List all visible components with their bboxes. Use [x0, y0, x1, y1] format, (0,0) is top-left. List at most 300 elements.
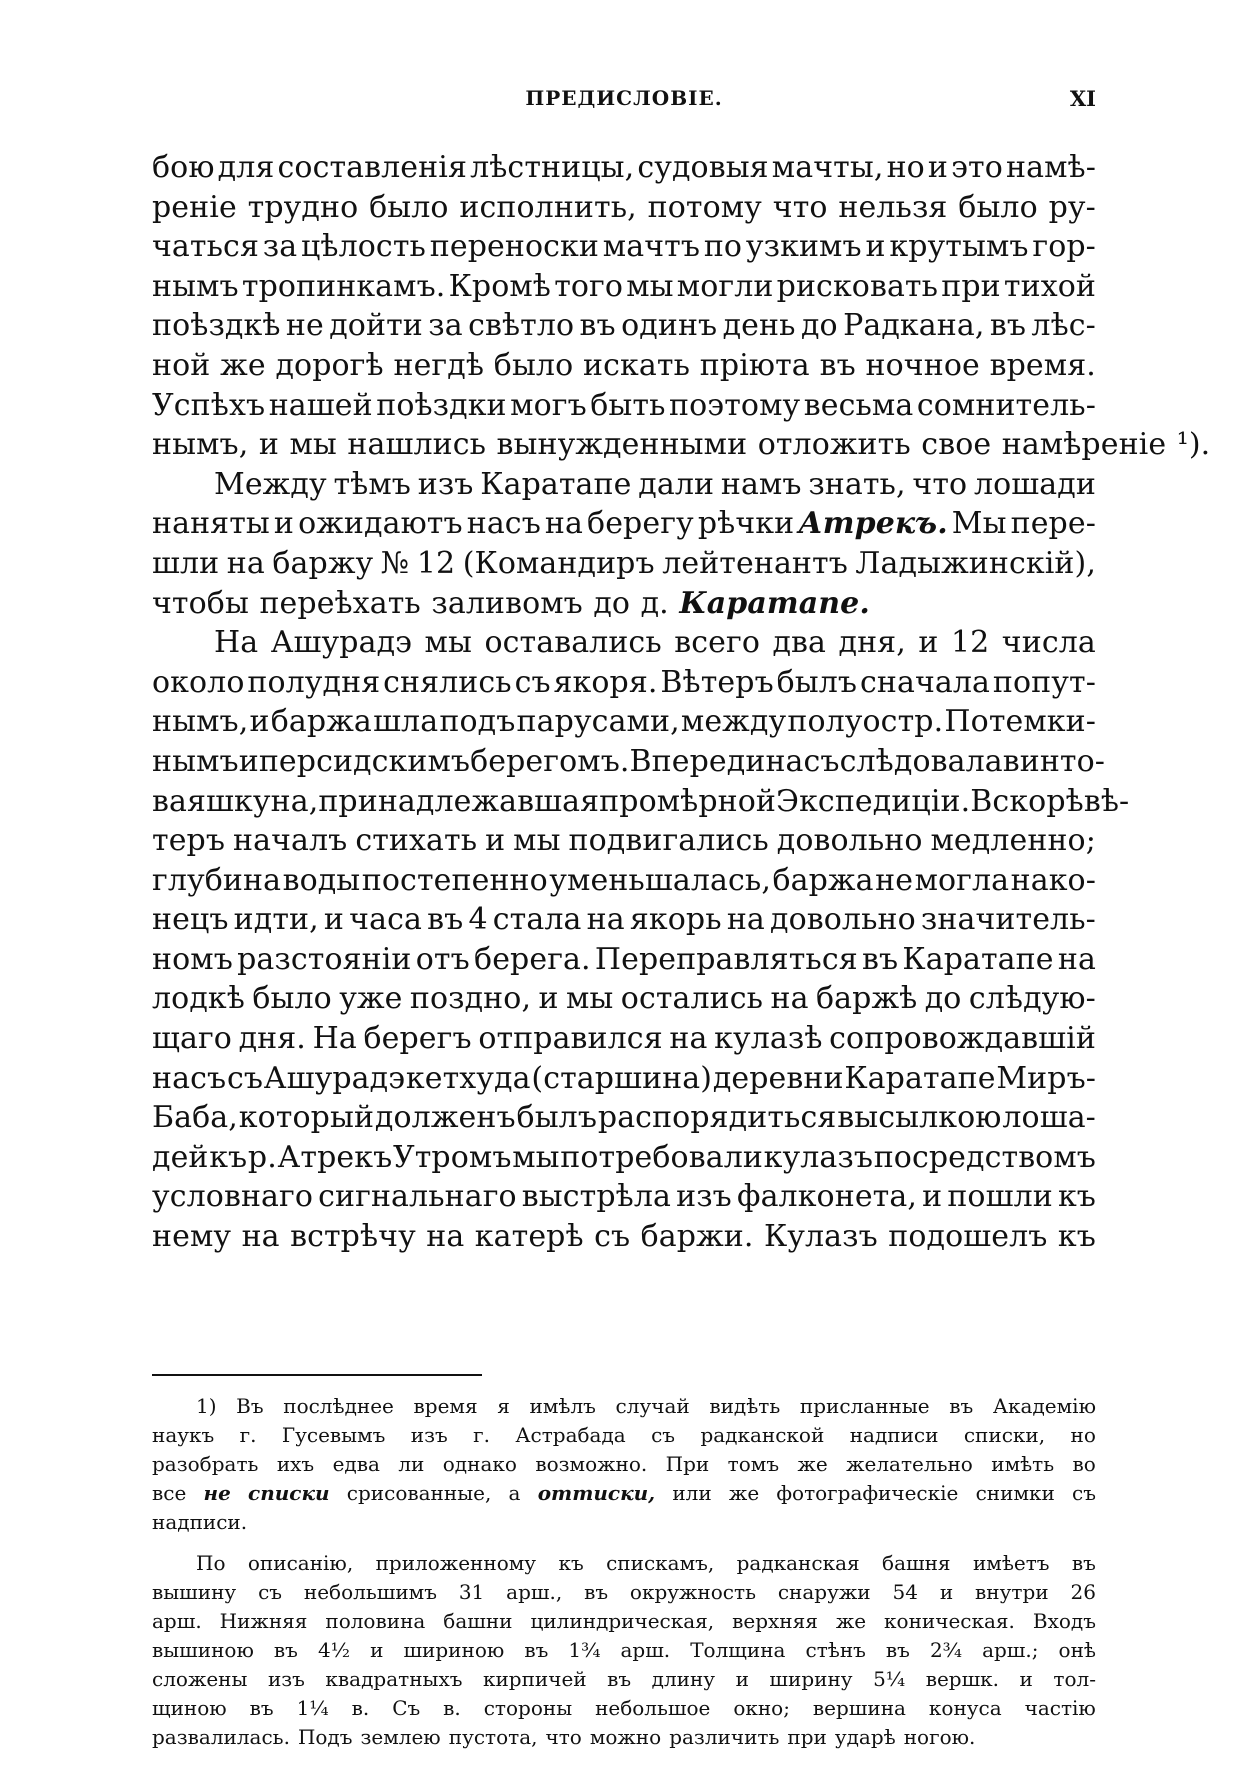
- word: нымъ,: [152, 704, 249, 740]
- word: что: [545, 1725, 582, 1749]
- word: наняты: [152, 506, 270, 542]
- word: стѣнъ: [805, 1638, 866, 1662]
- word: въ: [607, 1667, 632, 1691]
- word: оттиски,: [537, 1481, 656, 1505]
- footnotes: [152, 1392, 1096, 1752]
- body-line: [152, 227, 1096, 267]
- word: едва: [332, 1452, 380, 1476]
- word: берега.: [474, 941, 591, 977]
- word: въ: [949, 1394, 974, 1418]
- word: за: [428, 308, 463, 344]
- word: же: [835, 1609, 867, 1633]
- word: и: [735, 1667, 749, 1691]
- word: небольшимъ: [303, 1580, 437, 1604]
- word: срисованные,: [346, 1481, 492, 1505]
- word: до: [800, 308, 838, 344]
- word: свѣтло: [468, 308, 575, 344]
- word: посредствомъ: [873, 1139, 1096, 1175]
- word: было: [369, 189, 449, 225]
- word: но: [1070, 1423, 1096, 1447]
- word: къ: [1057, 1179, 1096, 1215]
- body-line: [152, 861, 1096, 901]
- word: отправился: [478, 1021, 663, 1057]
- word: р.: [247, 1139, 277, 1175]
- word: дали: [638, 466, 715, 502]
- word: въ: [249, 1696, 274, 1720]
- word: г.: [473, 1423, 490, 1447]
- word: съ: [258, 1580, 283, 1604]
- word: и: [865, 229, 886, 265]
- word: узкимъ: [745, 229, 862, 265]
- word: уменьшалась,: [549, 862, 771, 898]
- word: принадлежавшая: [318, 783, 600, 819]
- word: и: [273, 506, 295, 542]
- footnote-line: [152, 1479, 1096, 1508]
- word: насъ: [765, 743, 840, 779]
- word: бою: [152, 150, 215, 185]
- word: снялись: [383, 664, 512, 700]
- word: развалилась.: [152, 1725, 290, 1749]
- word: цѣлость: [301, 229, 426, 265]
- word: уже: [339, 981, 403, 1017]
- footnote-line: [152, 1723, 1096, 1752]
- word: распорядиться: [597, 1100, 837, 1136]
- word: лѣс-: [1031, 308, 1096, 344]
- word: разстояніи: [237, 941, 412, 977]
- word: Ашурадэ: [270, 625, 413, 661]
- body-line: [152, 306, 1096, 346]
- word: небольшое: [595, 1696, 711, 1720]
- body-line: [152, 1098, 1096, 1138]
- body-line: [152, 1138, 1096, 1178]
- word: того: [554, 268, 624, 304]
- word: съ: [651, 1423, 676, 1447]
- word: Академію: [992, 1394, 1096, 1418]
- word: быть: [590, 387, 666, 423]
- word: довольно: [770, 902, 916, 938]
- footnote-line: [152, 1549, 1096, 1578]
- word: приложенному: [375, 1551, 537, 1575]
- word: Гусевымъ: [281, 1423, 386, 1447]
- word: можно: [589, 1725, 662, 1749]
- word: къ: [1057, 1219, 1096, 1255]
- word: переноски: [429, 229, 599, 265]
- word: желательно: [846, 1452, 973, 1476]
- word: промѣрной: [599, 783, 777, 819]
- word: и: [922, 1179, 943, 1215]
- word: изъ: [417, 466, 474, 502]
- word: арш.;: [982, 1638, 1039, 1662]
- word: баржу: [272, 545, 374, 581]
- word: для: [217, 150, 275, 185]
- word: Кромѣ: [448, 268, 552, 304]
- word: Между: [214, 466, 327, 502]
- word: пере-: [1010, 506, 1096, 542]
- word: подошелъ: [888, 1219, 1048, 1255]
- word: нашей: [268, 387, 373, 423]
- word: былъ: [776, 664, 858, 700]
- body-line: [152, 544, 1096, 584]
- word: тѣмъ: [333, 466, 411, 502]
- word: тол-: [1053, 1667, 1096, 1691]
- word: сопровождавшій: [829, 1021, 1096, 1057]
- word: кулазъ: [763, 1139, 874, 1175]
- word: нымъ,: [152, 427, 249, 463]
- word: въ: [273, 1638, 298, 1662]
- word: исполнить,: [459, 189, 637, 225]
- word: постепенно: [361, 862, 548, 898]
- word: Вскорѣ: [970, 783, 1084, 819]
- word: вышину: [152, 1580, 237, 1604]
- word: идти,: [233, 902, 319, 938]
- body-line: [152, 1059, 1096, 1099]
- word: и: [939, 1580, 954, 1604]
- word: составленія: [277, 150, 467, 185]
- word: спискамъ,: [606, 1551, 715, 1575]
- body-line: [152, 742, 1106, 782]
- word: около: [152, 664, 245, 700]
- word: кирпичей: [482, 1667, 587, 1691]
- word: началъ: [233, 823, 348, 859]
- word: нымъ: [152, 743, 239, 779]
- word: вынужденными: [496, 427, 748, 463]
- word: берегомъ.: [470, 743, 630, 779]
- word: Въ: [236, 1394, 264, 1418]
- word: д.: [640, 585, 669, 621]
- word: сначала: [859, 664, 991, 700]
- page-number: XI: [1069, 86, 1096, 111]
- word: поѣздки: [376, 387, 507, 423]
- word: при: [941, 268, 1001, 304]
- word: же: [220, 347, 266, 383]
- word: квадратныхъ: [325, 1667, 463, 1691]
- word: рисковать: [776, 268, 939, 304]
- body-line: [152, 900, 1096, 940]
- word: медленно;: [930, 823, 1096, 859]
- body-line: [152, 584, 1096, 624]
- word: теръ: [152, 823, 226, 859]
- body-line: [152, 386, 1096, 426]
- footnote-line: [152, 1665, 1096, 1694]
- word: присланные: [799, 1394, 930, 1418]
- word: ширину: [769, 1667, 853, 1691]
- word: Радкана,: [843, 308, 985, 344]
- word: ногою.: [903, 1725, 976, 1749]
- word: реніе: [152, 189, 237, 225]
- word: Атрекъ: [277, 1139, 393, 1175]
- body-line: [152, 1019, 1096, 1059]
- word: Успѣхъ: [152, 387, 266, 423]
- word: былъ: [516, 1100, 598, 1136]
- word: дня.: [238, 1021, 306, 1057]
- word: же: [797, 1452, 828, 1476]
- word: гор-: [1032, 229, 1096, 265]
- body-line: [152, 782, 1130, 822]
- body-line: [152, 346, 1096, 386]
- word: землею: [360, 1725, 441, 1749]
- word: полудня: [247, 664, 381, 700]
- word: на: [726, 902, 765, 938]
- word: и: [538, 981, 559, 1017]
- word: фотографическіе: [776, 1481, 959, 1505]
- word: съ: [594, 1219, 631, 1255]
- word: вѣ-: [1083, 783, 1130, 819]
- word: разобрать: [152, 1452, 259, 1476]
- word: и: [258, 427, 279, 463]
- word: лоша-: [1002, 1100, 1096, 1136]
- footnote-line: [152, 1578, 1096, 1607]
- body-line: [152, 1177, 1096, 1217]
- word: это: [951, 150, 1003, 185]
- word: время.: [989, 347, 1096, 383]
- word: и: [918, 625, 939, 661]
- word: изъ: [267, 1667, 305, 1691]
- word: ли: [398, 1452, 425, 1476]
- word: винто-: [1002, 743, 1106, 779]
- word: на: [669, 1021, 708, 1057]
- word: 4½: [317, 1638, 351, 1662]
- word: трудно: [247, 189, 359, 225]
- body-line: [152, 425, 1211, 465]
- word: который: [238, 1100, 375, 1136]
- word: послѣднее: [283, 1394, 394, 1418]
- word: имѣлъ: [529, 1394, 596, 1418]
- word: Утромъ: [392, 1139, 512, 1175]
- word: поздно,: [409, 981, 532, 1017]
- word: на: [226, 545, 265, 581]
- word: парусами,: [516, 704, 680, 740]
- word: въ: [1071, 1551, 1096, 1575]
- word: катерѣ: [474, 1219, 584, 1255]
- word: Миръ-: [996, 1060, 1096, 1096]
- word: ночное: [865, 347, 980, 383]
- word: 54: [892, 1580, 918, 1604]
- word: ру-: [1048, 189, 1096, 225]
- word: отъ: [415, 941, 470, 977]
- word: нашлись: [347, 427, 487, 463]
- word: Экспедиціи.: [776, 783, 971, 819]
- word: якоря.: [553, 664, 658, 700]
- word: за: [262, 229, 298, 265]
- word: ударѣ: [834, 1725, 896, 1749]
- word: Кулазъ: [763, 1219, 878, 1255]
- word: кетхуда: [405, 1060, 531, 1096]
- word: намѣреніе: [1001, 427, 1167, 463]
- word: въ: [861, 941, 899, 977]
- word: вышиною: [152, 1638, 254, 1662]
- word: къ: [209, 1139, 248, 1175]
- footnote-line: [152, 1392, 1096, 1421]
- word: 26: [1070, 1580, 1096, 1604]
- word: пріюта: [699, 347, 810, 383]
- word: въ: [427, 902, 464, 938]
- word: до: [593, 585, 631, 621]
- word: арш.: [620, 1638, 671, 1662]
- word: и: [927, 150, 949, 185]
- word: 4: [468, 902, 488, 938]
- word: Атрекъ.: [798, 506, 948, 542]
- word: встрѣчу: [290, 1219, 416, 1255]
- word: верхняя: [732, 1609, 818, 1633]
- word: снаружи: [777, 1580, 871, 1604]
- word: 12: [416, 545, 456, 581]
- word: дорогѣ: [275, 347, 384, 383]
- word: в.: [351, 1696, 370, 1720]
- word: случай: [615, 1394, 690, 1418]
- word: нымъ: [152, 268, 239, 304]
- body-line: [152, 663, 1096, 703]
- word: и: [370, 1638, 384, 1662]
- word: а: [508, 1481, 521, 1505]
- word: весьма: [803, 387, 914, 423]
- word: сложены: [152, 1667, 248, 1691]
- word: долженъ: [374, 1100, 516, 1136]
- word: нецъ: [152, 902, 229, 938]
- page-header: [152, 86, 1096, 126]
- body-line: [152, 267, 1096, 307]
- word: Потемки-: [944, 704, 1096, 740]
- word: крутымъ: [889, 229, 1029, 265]
- word: было: [252, 981, 332, 1017]
- word: ¹).: [1176, 427, 1211, 463]
- footnote-line: [152, 1450, 1096, 1479]
- word: Баба,: [152, 1100, 238, 1136]
- word: внутри: [975, 1580, 1049, 1604]
- word: при: [787, 1725, 827, 1749]
- word: день: [722, 308, 796, 344]
- body-line: [152, 504, 1096, 544]
- word: и: [485, 823, 506, 859]
- word: одинъ: [621, 308, 718, 344]
- word: высылкою: [837, 1100, 1002, 1136]
- body-line: [152, 1217, 1096, 1257]
- word: между: [680, 704, 787, 740]
- word: снимки: [975, 1481, 1055, 1505]
- word: Подъ: [297, 1725, 353, 1749]
- word: №: [380, 545, 410, 581]
- word: и: [249, 704, 270, 740]
- word: къ: [558, 1551, 584, 1575]
- footnote-line: [152, 1636, 1096, 1665]
- word: Каратапе.: [679, 585, 870, 621]
- word: время: [413, 1394, 478, 1418]
- word: слѣдую-: [968, 981, 1096, 1017]
- word: сомнитель-: [916, 387, 1096, 423]
- word: тропинкамъ.: [241, 268, 446, 304]
- word: ной: [152, 347, 211, 383]
- word: поэтому: [669, 387, 801, 423]
- word: воды: [282, 862, 361, 898]
- word: описанію,: [247, 1551, 354, 1575]
- word: баржѣ: [816, 981, 918, 1017]
- word: (старшина): [531, 1060, 713, 1096]
- word: мачтъ: [602, 229, 701, 265]
- word: на: [426, 1219, 465, 1255]
- word: часа: [349, 902, 422, 938]
- word: вершк.: [925, 1667, 1000, 1691]
- word: судовыя: [637, 150, 769, 185]
- word: и: [1019, 1667, 1033, 1691]
- body-line: [152, 940, 1096, 980]
- word: остались: [620, 981, 764, 1017]
- word: На: [214, 625, 259, 661]
- word: лошади: [973, 466, 1096, 502]
- word: Вѣтеръ: [660, 664, 774, 700]
- word: намъ: [720, 466, 802, 502]
- word: изъ: [410, 1423, 448, 1447]
- word: пустота,: [448, 1725, 538, 1749]
- word: различить: [669, 1725, 780, 1749]
- word: однако: [442, 1452, 517, 1476]
- word: шли: [152, 545, 220, 581]
- word: Переправляться: [594, 941, 858, 977]
- word: мы: [424, 625, 472, 661]
- word: тихой: [1003, 268, 1096, 304]
- word: 5¼: [873, 1667, 906, 1691]
- word: на: [241, 1219, 280, 1255]
- word: мы: [289, 427, 337, 463]
- word: чаться: [152, 229, 259, 265]
- word: условнаго: [152, 1179, 314, 1215]
- word: Каратапе: [902, 941, 1054, 977]
- word: потребовали: [560, 1139, 763, 1175]
- word: переѣхать: [259, 585, 421, 621]
- word: потому: [647, 189, 762, 225]
- word: на: [586, 902, 625, 938]
- word: поѣздкѣ: [152, 308, 281, 344]
- word: списки: [248, 1481, 330, 1505]
- word: на: [770, 981, 809, 1017]
- word: 31: [458, 1580, 485, 1604]
- main-text: [152, 148, 1211, 1257]
- word: до: [924, 981, 962, 1017]
- word: вершина: [812, 1696, 906, 1720]
- word: или: [672, 1481, 712, 1505]
- word: радканской: [700, 1423, 825, 1447]
- word: 1): [196, 1394, 217, 1418]
- word: не: [285, 308, 324, 344]
- word: насъ: [466, 506, 541, 542]
- word: ихъ: [276, 1452, 315, 1476]
- word: дей: [152, 1139, 209, 1175]
- word: въ: [989, 308, 1027, 344]
- word: значитель-: [920, 902, 1096, 938]
- word: лейтенантъ: [662, 545, 848, 581]
- word: мы: [512, 1139, 560, 1175]
- word: могла: [914, 862, 1010, 898]
- word: Входъ: [1032, 1609, 1096, 1633]
- word: радканская: [736, 1551, 860, 1575]
- word: во: [1072, 1452, 1096, 1476]
- word: намѣ-: [1005, 150, 1096, 185]
- word: щиною: [152, 1696, 227, 1720]
- word: въ: [819, 347, 856, 383]
- word: ожидаютъ: [298, 506, 463, 542]
- word: списки,: [963, 1423, 1046, 1447]
- word: окно;: [733, 1696, 790, 1720]
- word: свое: [921, 427, 992, 463]
- word: по: [703, 229, 743, 265]
- word: шкуна,: [206, 783, 319, 819]
- word: мачты,: [771, 150, 884, 185]
- word: имѣетъ: [972, 1551, 1050, 1575]
- word: съ: [1072, 1481, 1096, 1505]
- body-line: [152, 979, 1096, 1019]
- word: лѣстницы,: [470, 150, 635, 185]
- word: насъ: [152, 1060, 227, 1096]
- word: Мы: [951, 506, 1007, 542]
- word: негдѣ: [393, 347, 485, 383]
